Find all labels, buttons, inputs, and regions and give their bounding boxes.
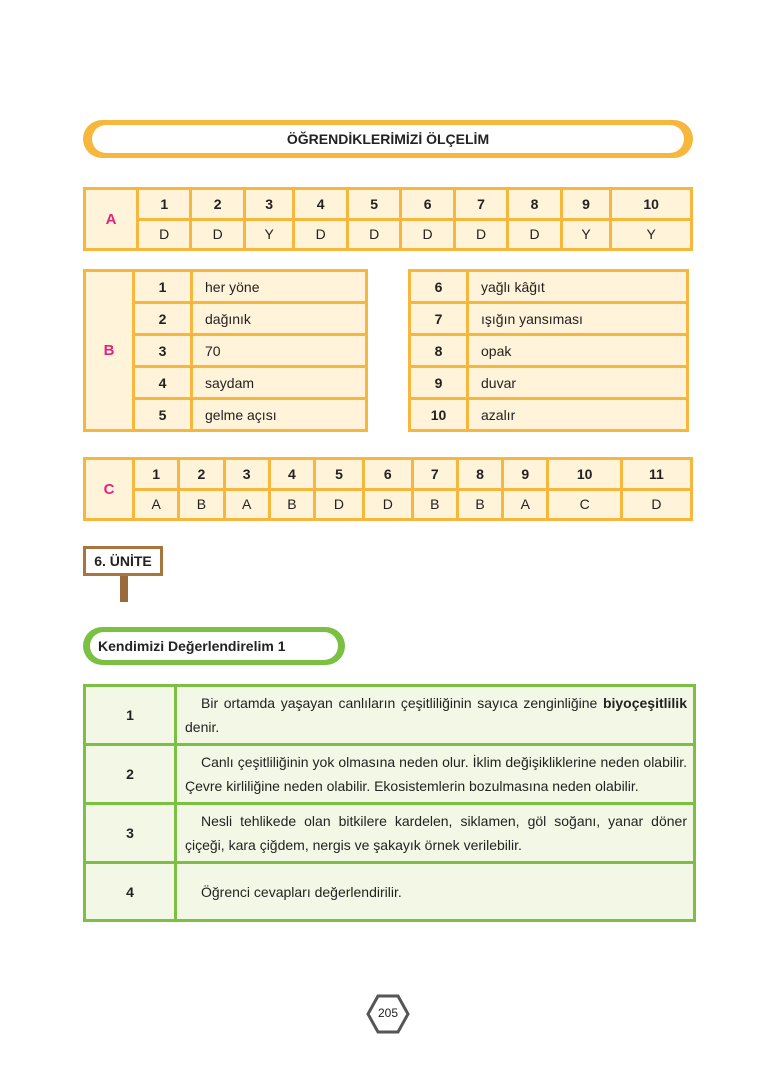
b-answer: 70	[193, 336, 365, 365]
b-num: 3	[135, 336, 190, 365]
section-c-table	[83, 457, 693, 521]
b-answer: saydam	[193, 368, 365, 397]
a-answer: D	[402, 221, 452, 249]
section-b-left-table	[83, 269, 368, 432]
section-b-label: B	[86, 272, 132, 429]
eval-text-part: Öğrenci cevapları değerlendirilir.	[201, 883, 402, 900]
c-num: 2	[180, 460, 222, 488]
b-num: 2	[135, 304, 190, 333]
section-b-right-table	[408, 269, 689, 432]
c-answer: A	[135, 491, 177, 519]
b-num: 6	[411, 272, 466, 301]
a-num: 1	[139, 190, 189, 218]
b-answer: ışığın yansıması	[469, 304, 686, 333]
c-answer: B	[414, 491, 456, 519]
b-answer: her yöne	[193, 272, 365, 301]
c-num: 10	[549, 460, 619, 488]
b-answer: yağlı kâğıt	[469, 272, 686, 301]
self-eval-title: Kendimizi Değerlendirelim 1	[90, 632, 338, 660]
a-num: 10	[612, 190, 690, 218]
c-num: 3	[226, 460, 268, 488]
eval-num: 3	[86, 805, 174, 861]
a-num: 9	[563, 190, 610, 218]
b-num: 7	[411, 304, 466, 333]
c-answer: D	[316, 491, 362, 519]
b-answer: gelme açısı	[193, 400, 365, 429]
c-num: 1	[135, 460, 177, 488]
eval-text	[177, 746, 693, 802]
c-num: 8	[459, 460, 501, 488]
c-answer: B	[271, 491, 313, 519]
c-answer: A	[226, 491, 268, 519]
a-num: 8	[509, 190, 559, 218]
c-answer: D	[623, 491, 690, 519]
a-num: 5	[349, 190, 399, 218]
eval-text-part: Bir ortamda yaşayan canlıların çeşitliliğinin sayıca zenginliğine	[201, 695, 603, 711]
c-num: 11	[623, 460, 690, 488]
signpost-pole	[120, 575, 128, 602]
a-num: 4	[295, 190, 345, 218]
eval-num: 1	[86, 687, 174, 743]
eval-text-part: Nesli tehlikede olan bitkilere kardelen, siklamen, göl soğanı, yanar döner çiçeği, kara çiğdem, nergis ve şakayık örnek verilebilir.	[185, 813, 687, 853]
eval-text-part: denir.	[185, 719, 220, 735]
b-num: 1	[135, 272, 190, 301]
page-title: ÖĞRENDİKLERİMİZİ ÖLÇELİM	[92, 125, 684, 153]
a-answer: D	[349, 221, 399, 249]
a-num: 2	[192, 190, 242, 218]
c-answer: D	[365, 491, 411, 519]
b-answer: dağınık	[193, 304, 365, 333]
b-num: 9	[411, 368, 466, 397]
a-answer: Y	[612, 221, 690, 249]
page-number: 205	[377, 1006, 399, 1020]
b-num: 5	[135, 400, 190, 429]
c-num: 9	[504, 460, 546, 488]
a-answer: D	[295, 221, 345, 249]
eval-text-part: Canlı çeşitliliğinin yok olmasına neden olur. İklim değişikliklerine neden olabilir. Çevre kirliliğine neden olabilir. Ekosistemlerin bozulmasına neden olabilir.	[185, 754, 687, 794]
a-num: 7	[456, 190, 506, 218]
section-c-label: C	[86, 460, 132, 518]
a-num: 3	[246, 190, 293, 218]
c-num: 6	[365, 460, 411, 488]
eval-text	[177, 687, 693, 743]
c-num: 5	[316, 460, 362, 488]
c-num: 4	[271, 460, 313, 488]
a-num: 6	[402, 190, 452, 218]
unit-sign: 6. ÜNİTE	[83, 546, 163, 576]
c-num: 7	[414, 460, 456, 488]
c-answer: B	[180, 491, 222, 519]
b-num: 10	[411, 400, 466, 429]
b-answer: azalır	[469, 400, 686, 429]
self-eval-table	[83, 684, 696, 922]
eval-text	[177, 864, 693, 919]
eval-num: 4	[86, 864, 174, 919]
c-answer: A	[504, 491, 546, 519]
a-answer: Y	[563, 221, 610, 249]
b-answer: opak	[469, 336, 686, 365]
b-num: 8	[411, 336, 466, 365]
a-answer: D	[509, 221, 559, 249]
eval-num: 2	[86, 746, 174, 802]
section-a-label: A	[86, 190, 136, 248]
a-answer: D	[192, 221, 242, 249]
eval-bold-term: biyoçeşitlilik	[602, 695, 687, 711]
a-answer: D	[456, 221, 506, 249]
c-answer: B	[459, 491, 501, 519]
a-answer: D	[139, 221, 189, 249]
b-num: 4	[135, 368, 190, 397]
a-answer: Y	[246, 221, 293, 249]
c-answer: C	[549, 491, 619, 519]
section-a-table	[83, 187, 693, 251]
b-answer: duvar	[469, 368, 686, 397]
eval-text	[177, 805, 693, 861]
